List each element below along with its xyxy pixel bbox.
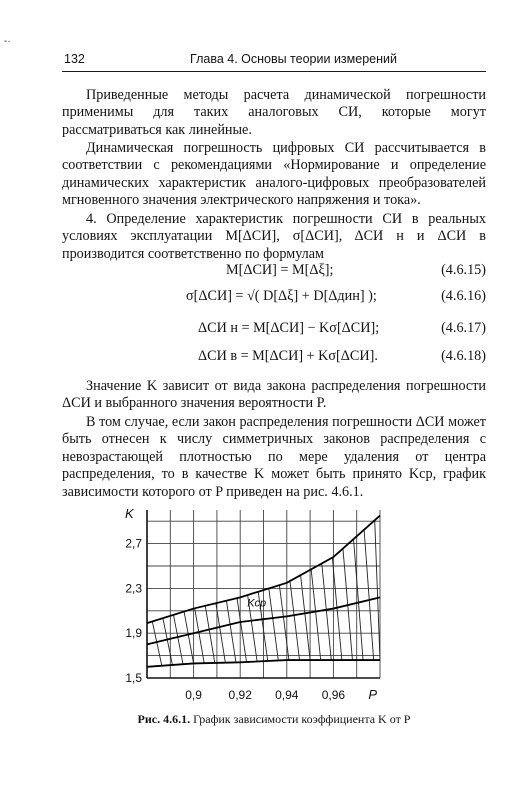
hatch-line [311, 569, 321, 660]
formula-number: (4.6.18) [441, 348, 486, 364]
hatch-line [173, 615, 183, 664]
margin-mark: -· [4, 36, 11, 47]
hatch-line [322, 563, 332, 660]
hatch-line [290, 581, 300, 660]
formula-text: ΔСИ в = M[ΔСИ] + Kσ[ΔСИ]. [198, 348, 378, 364]
y-tick-label: 1,9 [125, 626, 142, 641]
hatch-line [237, 598, 247, 662]
hatch-line [163, 618, 173, 665]
y-tick-label: 1,5 [125, 671, 142, 685]
hatch-line [375, 520, 380, 660]
formula-text: σ[ΔСИ] = √( D[Δξ] + D[Δдин] ); [186, 288, 377, 304]
formula-text: ΔСИ н = M[ΔСИ] − Kσ[ΔСИ]; [198, 320, 380, 336]
paragraph-4: Значение K зависит от вида закона распределения погрешности ΔСИ и выбранного значения вероятности P. [62, 378, 486, 412]
paragraph-1: Приведенные методы расчета динамической погрешности применимы для таких аналоговых СИ, которые могут рассматриваться как линейные. [62, 87, 486, 138]
y-axis-label: K [125, 506, 134, 521]
y-tick-label: 2,3 [125, 581, 142, 596]
hatch-line [301, 575, 311, 660]
x-tick-label: 0,92 [228, 688, 252, 702]
caption-text: График зависимости коэффициента K от P [193, 712, 411, 726]
paragraph-5: В том случае, если закон распределения погрешности ΔСИ может быть отнесен к числу симметричных законов распределения с невозрастающей плотностью по мере удаления от центра распределения, то в качестве K может быть принято Kср, график зависимости которого от P приведен на рис. 4.6.1. [62, 414, 486, 500]
paragraph-3: 4. Определение характеристик погрешности СИ в реальных условиях эксплуатации M[ΔСИ], σ[ΔСИ], ΔСИ н и ΔСИ в производится соответственно по формулам [62, 211, 486, 262]
hatch-line [269, 588, 279, 660]
formula-number: (4.6.16) [441, 288, 486, 304]
formula-number: (4.6.17) [441, 320, 486, 336]
annotation-kcp: Kср [247, 597, 267, 610]
hatch-line [226, 601, 236, 663]
hatch-line [205, 606, 215, 663]
hatch-line [195, 608, 205, 663]
chapter-title: Глава 4. Основы теории измерений [190, 52, 397, 66]
y-tick-label: 2,7 [125, 536, 142, 551]
formula-text: M[ΔСИ] = M[Δξ]; [226, 262, 334, 278]
x-tick-label: 0,94 [275, 688, 299, 702]
x-tick-label: 0,96 [321, 688, 346, 702]
hatch-line [354, 539, 364, 660]
hatch-line [364, 530, 374, 660]
caption-label: Рис. 4.6.1. [137, 712, 191, 726]
page-number: 132 [64, 52, 85, 66]
figure-caption [62, 712, 486, 727]
paragraph-2: Динамическая погрешность цифровых СИ рассчитывается в соответствии с рекомендациями «Нормирование и определение динамических характеристик аналого-цифровых преобразователей мгновенного значения электрического напряжения и тока». [62, 140, 486, 209]
x-tick-label: 0,9 [185, 688, 202, 702]
formula-number: (4.6.15) [441, 262, 486, 278]
hatch-line [279, 585, 289, 660]
x-axis-label: P [368, 687, 378, 702]
